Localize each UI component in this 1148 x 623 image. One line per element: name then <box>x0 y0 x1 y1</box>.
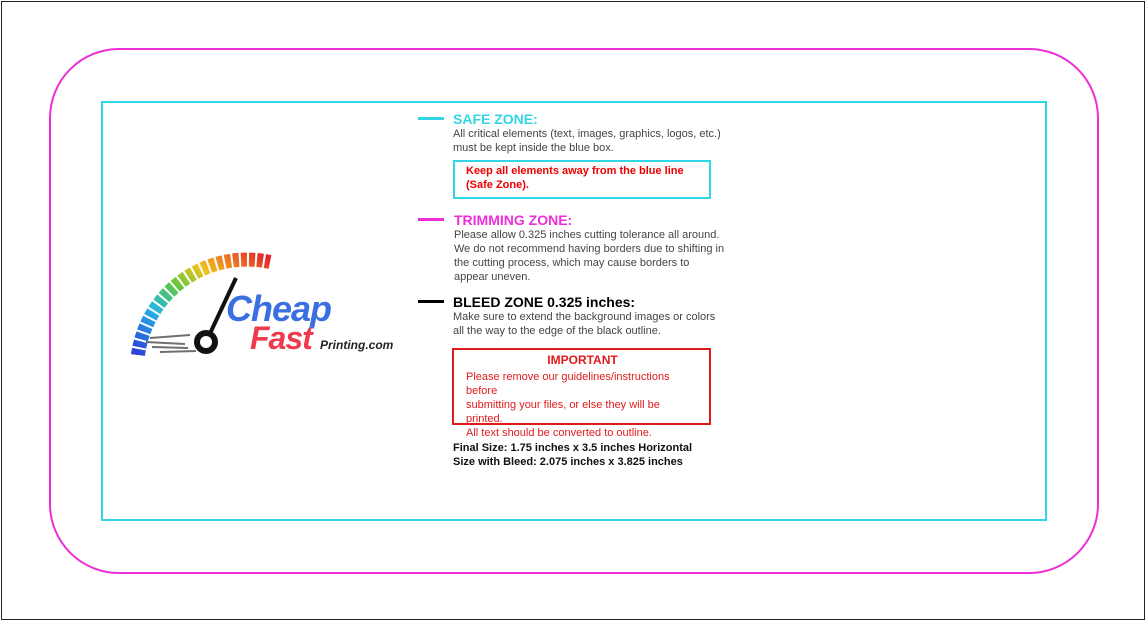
safe-zone-legend-line <box>418 117 444 120</box>
trimming-zone-line2: We do not recommend having borders due to shifting in <box>454 243 725 255</box>
trimming-zone-line4: appear uneven. <box>454 271 531 283</box>
bleed-size: Size with Bleed: 2.075 inches x 3.825 inches <box>453 456 683 468</box>
important-body <box>466 370 699 440</box>
bleed-zone-line2: all the way to the edge of the black outline. <box>453 325 661 337</box>
safe-zone-description <box>453 127 721 155</box>
bleed-zone-line1: Make sure to extend the background images or colors <box>453 311 716 323</box>
safe-zone-desc-line2: must be kept inside the blue box. <box>453 142 614 154</box>
important-line2: submitting your files, or else they will be printed. <box>466 399 660 425</box>
trimming-zone-title: TRIMMING ZONE: <box>454 212 573 228</box>
logo-word-fast: Fast <box>250 320 312 356</box>
trimming-zone-line3: the cutting process, which may cause borders to <box>454 257 690 269</box>
bleed-zone-title: BLEED ZONE 0.325 inches: <box>453 294 636 310</box>
safe-zone-callout-line2: (Safe Zone). <box>466 179 529 191</box>
logo-word-printing: Printing.com <box>320 338 394 352</box>
trimming-zone-description <box>454 228 724 284</box>
safe-zone-desc-line1: All critical elements (text, images, graphics, logos, etc.) <box>453 128 721 140</box>
bleed-zone-description <box>453 310 715 338</box>
bleed-zone-legend-line <box>418 300 444 303</box>
safe-zone-callout-line1: Keep all elements away from the blue line <box>466 165 684 177</box>
important-line3: All text should be converted to outline. <box>466 427 652 439</box>
trimming-zone-line1: Please allow 0.325 inches cutting tolerance all around. <box>454 229 720 241</box>
safe-zone-callout <box>453 160 711 199</box>
important-title: IMPORTANT <box>547 353 618 367</box>
logo-word-cheap: Cheap <box>226 288 332 329</box>
trimming-zone-legend-line <box>418 218 444 221</box>
size-info <box>453 441 692 469</box>
important-line1: Please remove our guidelines/instructions before <box>466 371 670 397</box>
cheapfastprinting-logo <box>130 250 400 370</box>
final-size: Final Size: 1.75 inches x 3.5 inches Horizontal <box>453 442 693 454</box>
safe-zone-title: SAFE ZONE: <box>453 111 538 127</box>
important-box <box>452 348 711 439</box>
